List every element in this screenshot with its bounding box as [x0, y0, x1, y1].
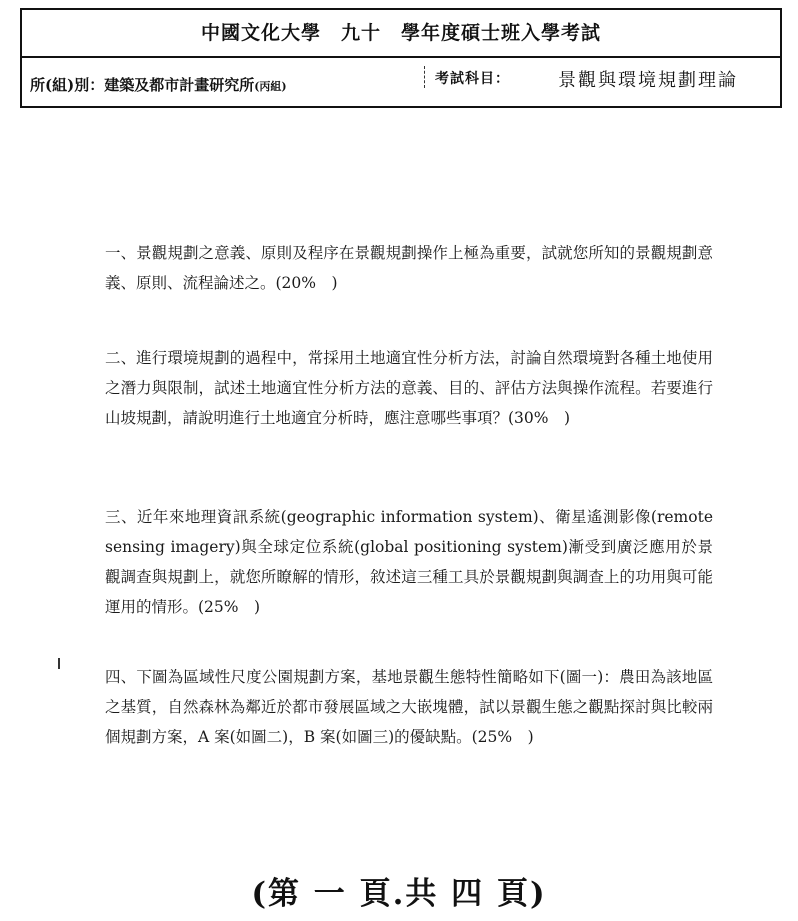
exam-info-row	[22, 58, 780, 108]
page-number: (第 一 頁.共 四 頁)	[251, 876, 547, 912]
question-2: 二、進行環境規劃的過程中，常採用土地適宜性分析方法，討論自然環境對各種土地使用之潛力與限制，試述土地適宜性分析方法的意義、目的、評估方法與操作流程。若要進行山坡規劃，請說明進行土地適宜分析時，應注意哪些事項？(30% )	[105, 349, 713, 427]
scan-mark	[58, 658, 60, 669]
exam-title: 中國文化大學 九十 學年度碩士班入學考試	[22, 10, 780, 58]
exam-header	[20, 8, 782, 108]
header-divider	[424, 66, 425, 88]
department-group: (丙組)	[254, 80, 287, 93]
question-3: 三、近年來地理資訊系統(geographic information system)、衛星遙測影像(remote sensing imagery)與全球定位系統(global positioning system)漸受到廣泛應用於景觀調查與規劃上，就您所瞭解的情形，敘述這三種工具於景觀規劃與調查上的功用與可能運用的情形。(25% )	[105, 508, 713, 616]
question-1: 一、景觀規劃之意義、原則及程序在景觀規劃操作上極為重要，試就您所知的景觀規劃意義、原則、流程論述之。(20% )	[105, 244, 713, 292]
subject-label: 考試科目：	[435, 71, 510, 87]
department-field	[30, 74, 287, 95]
department-label: 所(組)別：建築及都市計畫研究所	[30, 76, 255, 94]
question-4: 四、下圖為區域性尺度公園規劃方案，基地景觀生態特性簡略如下(圖一)：農田為該地區之基質，自然森林為鄰近於都市發展區域之大嵌塊體，試以景觀生態之觀點探討與比較兩個規劃方案，A 案(如圖二)，B 案(如圖三)的優缺點。(25% )	[105, 668, 713, 746]
subject-name: 景觀與環境規劃理論	[558, 70, 738, 91]
